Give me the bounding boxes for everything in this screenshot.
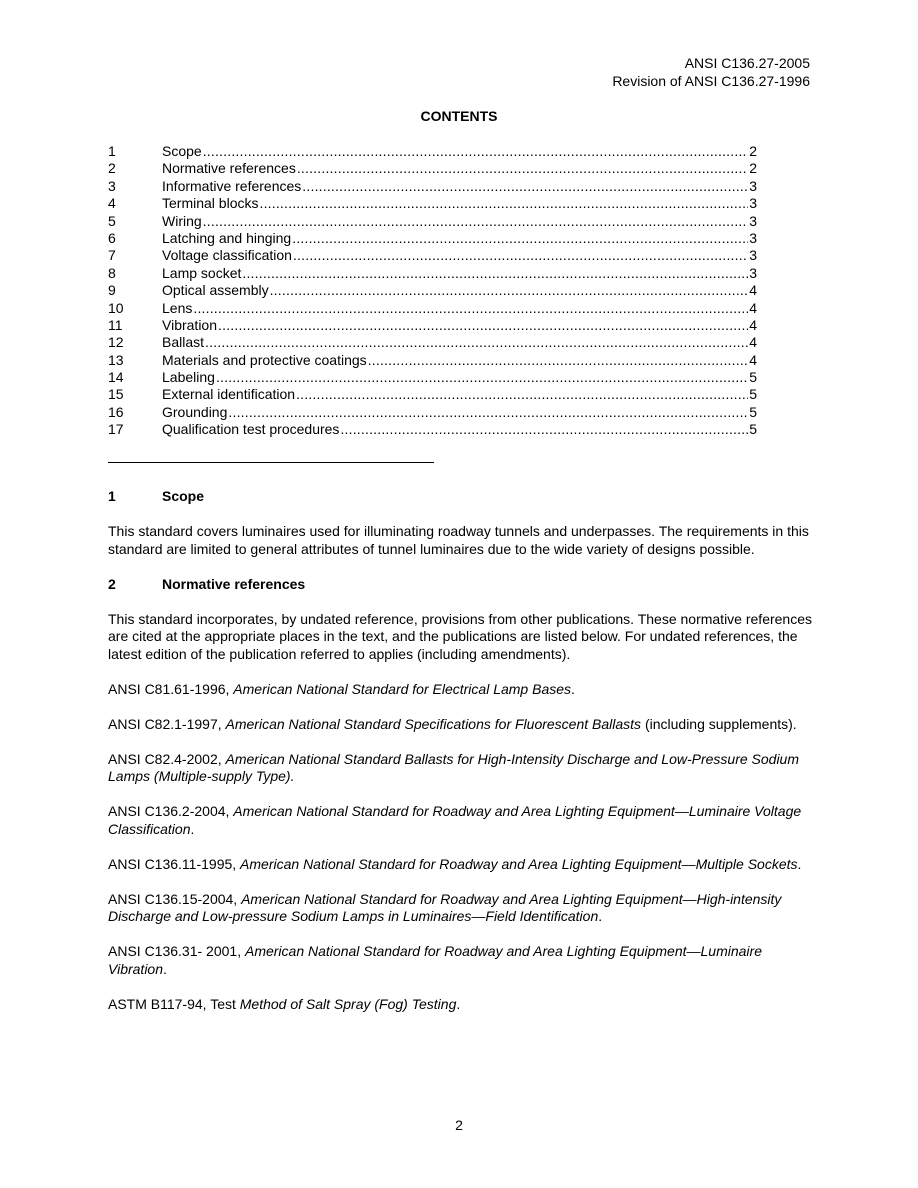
toc-entry-label: Ballast xyxy=(162,334,205,351)
toc-entry-label: Lamp socket xyxy=(162,264,242,281)
toc-entry[interactable] xyxy=(108,334,757,351)
toc-entry-page: 3 xyxy=(749,195,757,212)
section-title: Scope xyxy=(162,488,205,504)
section-heading-scope xyxy=(108,488,813,506)
reference-suffix: . xyxy=(598,908,603,924)
reference-id: ANSI C136.15-2004, xyxy=(108,890,242,907)
reference-title: American National Standard for Roadway and Area Lighting Equipment—High-intensity Discharge and Low-pressure Sodium Lamps in Luminaires—Field Identification xyxy=(108,890,782,924)
reference-title: American National Standard Ballasts for High-Intensity Discharge and Low-Pressure Sodium Lamps (Multiple-supply Type). xyxy=(108,750,800,784)
page-number: 2 xyxy=(455,1117,463,1133)
toc-leader-dots xyxy=(270,282,749,300)
toc-entry-number: 13 xyxy=(108,351,124,368)
reference-suffix: . xyxy=(190,820,195,837)
reference-entry xyxy=(108,996,813,1014)
reference-title: Method of Salt Spray (Fog) Testing xyxy=(239,995,457,1012)
toc-entry[interactable] xyxy=(108,369,757,386)
toc-entry-number: 7 xyxy=(108,247,116,264)
toc-entry-number: 4 xyxy=(108,195,116,212)
reference-id: ANSI C136.31- 2001, xyxy=(108,943,245,959)
toc-leader-dots xyxy=(216,369,748,387)
reference-title: American National Standard Specifications for Fluorescent Ballasts xyxy=(225,715,642,732)
reference-entry xyxy=(108,891,813,926)
toc-entry-page: 5 xyxy=(749,421,757,438)
toc-entry-number: 16 xyxy=(108,403,124,420)
toc-leader-dots xyxy=(203,213,749,231)
toc-entry-page: 5 xyxy=(749,403,757,420)
toc-entry-number: 9 xyxy=(108,282,116,299)
toc-leader-dots xyxy=(340,421,748,439)
standard-id: ANSI C136.27-2005 xyxy=(684,55,810,71)
toc-entry-page: 3 xyxy=(749,264,757,281)
toc-entry[interactable] xyxy=(108,230,757,247)
reference-title: American National Standard for Roadway and Area Lighting Equipment—Luminaire Vibration xyxy=(108,943,762,977)
toc-entry-number: 12 xyxy=(108,334,124,351)
toc-leader-dots xyxy=(368,352,749,370)
toc-entry-label: Qualification test procedures xyxy=(162,421,340,438)
reference-id: ASTM B117-94, Test xyxy=(108,995,240,1012)
toc-entry-label: Vibration xyxy=(162,316,218,333)
reference-title: American National Standard for Roadway and Area Lighting Equipment—Multiple Sockets xyxy=(240,855,798,872)
reference-suffix: . xyxy=(797,855,802,872)
toc-entry-number: 1 xyxy=(108,143,116,159)
reference-id: ANSI C82.1-1997, xyxy=(108,715,226,732)
toc-entry[interactable] xyxy=(108,160,757,177)
toc-entry-page: 4 xyxy=(749,334,757,351)
reference-entry xyxy=(108,943,813,978)
toc-entry-page: 3 xyxy=(749,212,757,229)
toc-entry[interactable] xyxy=(108,421,757,438)
toc-leader-dots xyxy=(297,160,748,178)
contents-heading: CONTENTS xyxy=(420,108,498,124)
toc-entry-page: 4 xyxy=(749,316,757,333)
reference-title: American National Standard for Roadway and Area Lighting Equipment—Luminaire Voltage Classification xyxy=(108,803,802,837)
toc-entry[interactable] xyxy=(108,213,757,230)
table-of-contents xyxy=(108,143,757,439)
toc-entry-page: 3 xyxy=(749,229,757,246)
toc-entry-number: 15 xyxy=(108,386,124,403)
toc-entry[interactable] xyxy=(108,143,757,160)
toc-entry-label: Latching and hinging xyxy=(162,229,292,246)
toc-entry-number: 6 xyxy=(108,229,116,246)
toc-entry[interactable] xyxy=(108,300,757,317)
revision-note: Revision of ANSI C136.27-1996 xyxy=(612,72,810,89)
section-heading-normative-references xyxy=(108,576,813,594)
reference-suffix: . xyxy=(571,680,575,697)
toc-entry[interactable] xyxy=(108,247,757,264)
reference-list xyxy=(108,663,813,1013)
reference-entry xyxy=(108,803,813,838)
reference-id: ANSI C136.2-2004, xyxy=(108,803,234,819)
section-number: 1 xyxy=(108,488,116,504)
toc-leader-dots xyxy=(302,178,748,196)
toc-entry-page: 3 xyxy=(749,247,757,264)
reference-suffix: . xyxy=(163,960,167,977)
toc-entry-page: 4 xyxy=(749,282,757,299)
toc-entry-label: Voltage classification xyxy=(162,247,292,264)
toc-entry[interactable] xyxy=(108,265,757,282)
toc-entry-page: 5 xyxy=(749,386,757,403)
reference-entry xyxy=(108,856,813,874)
reference-id: ANSI C81.61-1996, xyxy=(108,680,234,697)
document-header xyxy=(612,55,810,90)
toc-entry-label: Normative references xyxy=(162,160,296,177)
scope-paragraph: This standard covers luminaires used for illuminating roadway tunnels and underpasses. The requirements in this standard are limited to general attributes of tunnel luminaires due to the wide variety of designs possible. xyxy=(108,523,809,557)
separator-rule xyxy=(108,462,434,463)
toc-entry-label: Terminal blocks xyxy=(162,195,259,212)
toc-entry-number: 10 xyxy=(108,299,124,316)
toc-entry[interactable] xyxy=(108,386,757,403)
toc-entry-label: Lens xyxy=(162,299,193,316)
toc-entry-number: 8 xyxy=(108,264,116,281)
reference-entry xyxy=(108,681,813,699)
toc-entry[interactable] xyxy=(108,352,757,369)
toc-entry[interactable] xyxy=(108,195,757,212)
toc-entry-label: Optical assembly xyxy=(162,282,269,299)
toc-leader-dots xyxy=(193,300,748,318)
reference-title: American National Standard for Electrical Lamp Bases xyxy=(233,680,572,697)
toc-entry-page: 2 xyxy=(749,143,757,159)
toc-leader-dots xyxy=(242,265,748,283)
toc-entry-number: 3 xyxy=(108,177,116,194)
toc-entry-page: 3 xyxy=(749,177,757,194)
toc-leader-dots xyxy=(205,334,748,352)
section-title: Normative references xyxy=(162,575,306,592)
toc-leader-dots xyxy=(218,317,748,335)
toc-entry-page: 2 xyxy=(749,160,757,177)
toc-leader-dots xyxy=(292,230,748,248)
toc-entry-label: Materials and protective coatings xyxy=(162,351,367,368)
reference-suffix: . xyxy=(456,995,461,1012)
reference-suffix: (including supplements). xyxy=(641,715,797,732)
toc-entry-page: 4 xyxy=(749,351,757,368)
toc-entry[interactable] xyxy=(108,178,757,195)
toc-entry[interactable] xyxy=(108,404,757,421)
reference-entry xyxy=(108,751,813,786)
toc-entry-number: 14 xyxy=(108,369,124,386)
toc-entry-number: 17 xyxy=(108,421,124,438)
document-body xyxy=(108,488,813,1013)
toc-entry-label: Wiring xyxy=(162,212,202,229)
toc-leader-dots xyxy=(293,247,748,265)
reference-id: ANSI C82.4-2002, xyxy=(108,750,226,767)
toc-entry-page: 4 xyxy=(749,299,757,316)
toc-entry[interactable] xyxy=(108,317,757,334)
reference-id: ANSI C136.11-1995, xyxy=(108,855,241,872)
toc-entry-number: 2 xyxy=(108,160,116,177)
toc-leader-dots xyxy=(203,143,749,161)
toc-leader-dots xyxy=(228,404,748,422)
section-number: 2 xyxy=(108,575,116,592)
toc-leader-dots xyxy=(259,195,748,213)
toc-entry-label: Grounding xyxy=(162,403,228,420)
toc-entry-label: External identification xyxy=(162,386,296,403)
toc-entry-number: 5 xyxy=(108,212,116,229)
reference-entry xyxy=(108,716,813,734)
toc-leader-dots xyxy=(296,386,748,404)
toc-entry-number: 11 xyxy=(108,316,123,333)
normative-references-paragraph: This standard incorporates, by undated reference, provisions from other publications. These normative references are cited at the appropriate places in the text, and the publications are listed below. For undated references, the latest edition of the publication referred to applies (including amendments). xyxy=(108,610,812,662)
toc-entry-label: Scope xyxy=(162,143,202,159)
toc-entry[interactable] xyxy=(108,282,757,299)
toc-entry-label: Informative references xyxy=(162,177,302,194)
toc-entry-label: Labeling xyxy=(162,369,215,386)
toc-entry-page: 5 xyxy=(749,369,757,386)
